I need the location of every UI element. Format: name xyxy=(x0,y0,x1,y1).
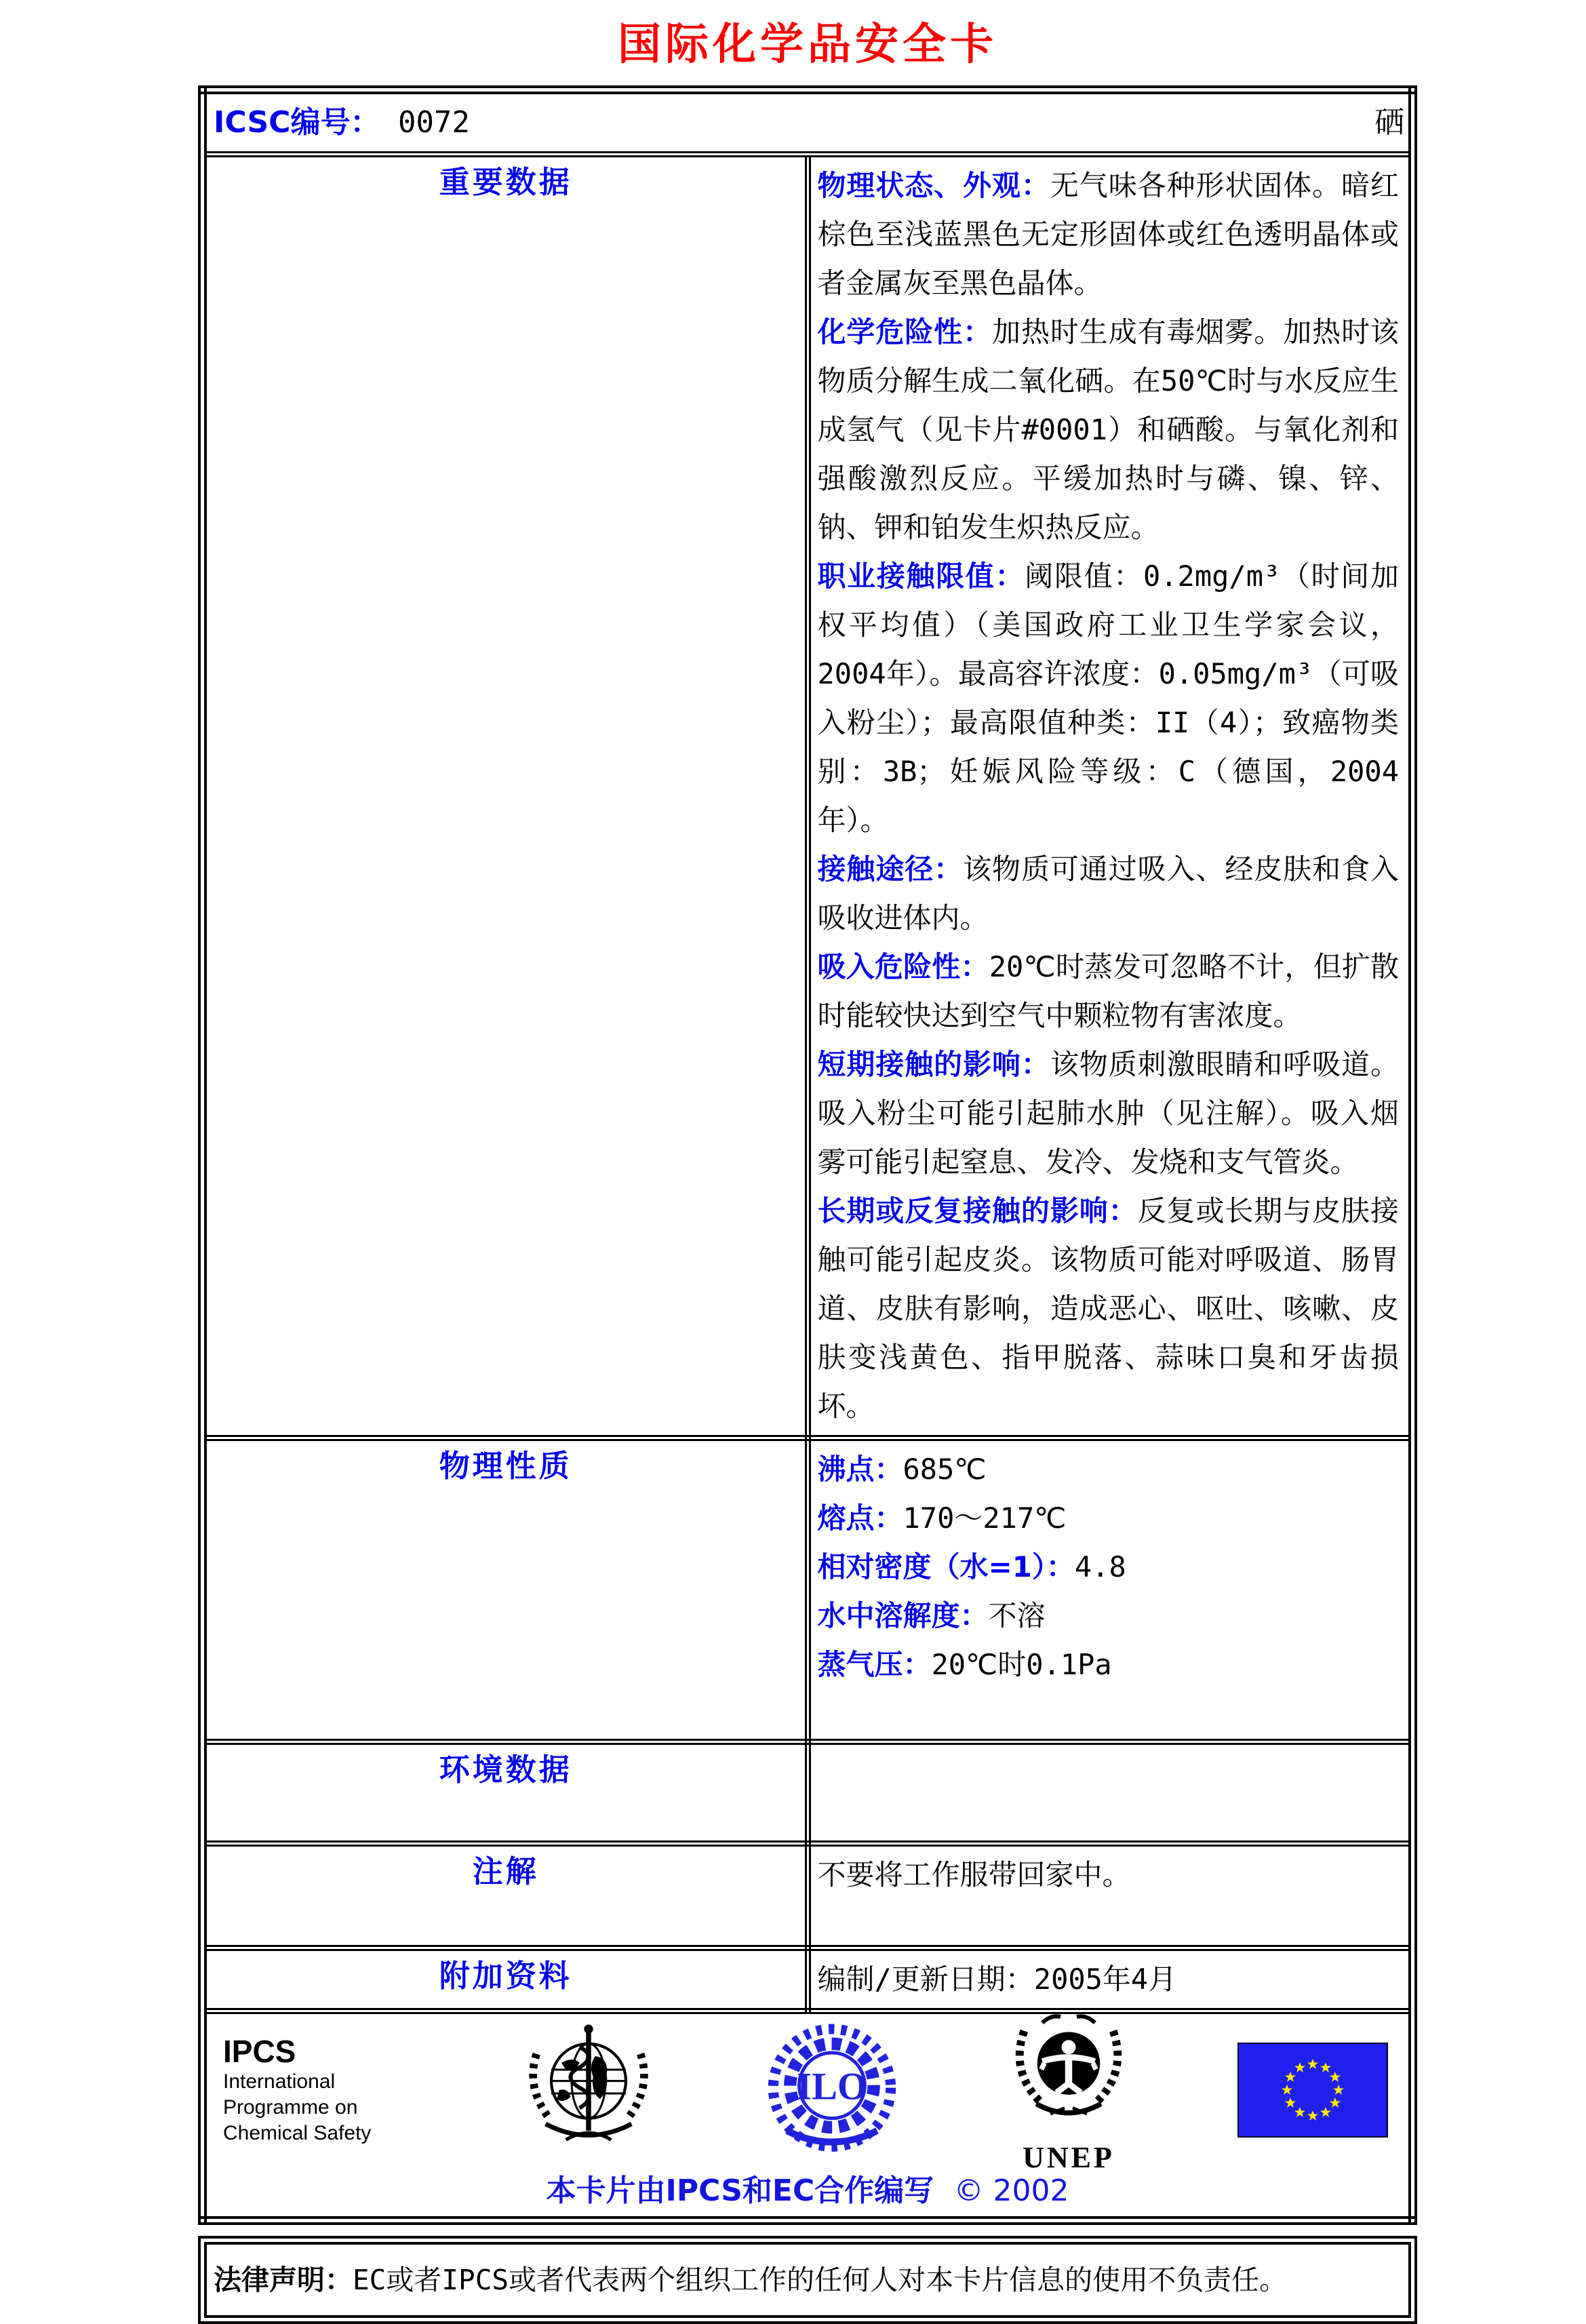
unep-logo-icon xyxy=(1008,2009,1130,2144)
important-item xyxy=(818,552,1400,845)
ipcs-text-block xyxy=(223,2034,413,2146)
important-item xyxy=(818,161,1400,308)
section-content-environment xyxy=(808,1742,1413,1844)
section-content-notes: 不要将工作服带回家中。 xyxy=(808,1844,1413,1948)
section-label-notes: 注解 xyxy=(203,1844,808,1948)
important-item xyxy=(818,943,1400,1040)
item-text: 无气味各种形状固体。暗红棕色至浅蓝黑色无定形固体或红色透明晶体或者金属灰至黑色晶体。 xyxy=(817,169,1399,300)
physical-item xyxy=(818,1543,1400,1592)
who-logo-icon xyxy=(521,2022,656,2158)
item-label: 水中溶解度： xyxy=(817,1599,989,1632)
section-row-notes xyxy=(203,1844,1413,1948)
section-label-environment: 环境数据 xyxy=(203,1742,808,1844)
item-label: 沸点： xyxy=(817,1453,903,1486)
item-label: 化学危险性： xyxy=(817,315,993,349)
item-text: 685℃ xyxy=(903,1453,987,1486)
icsc-number-value: 0072 xyxy=(397,105,470,140)
item-label: 职业接触限值： xyxy=(817,559,1025,593)
section-label-additional: 附加资料 xyxy=(203,1948,808,2011)
caption-copyright: © 2002 xyxy=(953,2173,1069,2208)
important-item xyxy=(818,308,1400,552)
item-text: 20℃时0.1Pa xyxy=(931,1648,1112,1681)
caption-text: 本卡片由IPCS和EC合作编写 xyxy=(546,2173,934,2208)
section-row-physical xyxy=(203,1438,1413,1742)
substance-name: 硒 xyxy=(1374,105,1404,140)
section-label-physical: 物理性质 xyxy=(203,1438,808,1742)
item-text: 20℃时蒸发可忽略不计，但扩散时能较快达到空气中颗粒物有害浓度。 xyxy=(817,950,1399,1032)
physical-item xyxy=(818,1640,1400,1689)
ilo-monogram: ILO xyxy=(797,2066,867,2108)
ipcs-name: IPCS xyxy=(223,2034,296,2069)
legal-notice xyxy=(198,2236,1417,2324)
ipcs-line1: International xyxy=(223,2070,336,2093)
important-item xyxy=(818,845,1400,943)
unep-logo-block xyxy=(1008,2009,1130,2174)
section-content-additional: 编制/更新日期：2005年4月 xyxy=(808,1948,1413,2011)
physical-item xyxy=(818,1445,1400,1494)
ilo-logo-icon xyxy=(764,2022,900,2158)
eu-flag-icon xyxy=(1237,2043,1388,2138)
item-text: 不溶 xyxy=(988,1599,1046,1632)
icsc-number-group xyxy=(214,97,470,149)
legal-text: EC或者IPCS或者代表两个组织工作的任何人对本卡片信息的使用不负责任。 xyxy=(353,2264,1288,2296)
logos-strip xyxy=(220,2021,1395,2174)
icsc-number-label: ICSC编号： xyxy=(214,105,380,140)
item-label: 蒸气压： xyxy=(817,1648,932,1681)
section-content-physical xyxy=(808,1438,1413,1742)
item-text: 加热时生成有毒烟雾。加热时该物质分解生成二氧化硒。在50℃时与水反应生成氢气（见卡片#0001）和硒酸。与氧化剂和强酸激烈反应。平缓加热时与磷、镍、锌、钠、钾和铂发生炽热反应。 xyxy=(817,315,1399,544)
logos-row xyxy=(203,2011,1413,2221)
item-text: 阈限值：0.2mg/m³（时间加权平均值）（美国政府工业卫生学家会议，2004年）。最高容许浓度：0.05mg/m³（可吸入粉尘）；最高限值种类：II（4）；致癌物类别：3B；妊娠风险等级：C（德国，2004年）。 xyxy=(817,559,1399,837)
section-row-important xyxy=(203,155,1413,1438)
item-text: 该物质刺激眼睛和呼吸道。吸入粉尘可能引起肺水肿（见注解）。吸入烟雾可能引起窒息、发冷、发烧和支气管炎。 xyxy=(817,1048,1399,1179)
important-item xyxy=(818,1187,1400,1431)
item-text: 反复或长期与皮肤接触可能引起皮炎。该物质可能对呼吸道、肠胃道、皮肤有影响，造成恶心、呕吐、咳嗽、皮肤变浅黄色、指甲脱落、蒜味口臭和牙齿损坏。 xyxy=(817,1194,1399,1423)
section-content-important xyxy=(808,155,1413,1438)
item-label: 相对密度（水=1）： xyxy=(817,1550,1075,1583)
item-label: 吸入危险性： xyxy=(817,950,989,983)
ipcs-line2: Programme on xyxy=(223,2096,358,2119)
header-bar xyxy=(207,97,1408,149)
physical-item xyxy=(818,1592,1400,1640)
important-item xyxy=(818,1040,1400,1187)
icsc-table xyxy=(198,85,1417,2225)
section-row-additional xyxy=(203,1948,1413,2011)
item-text: 该物质可通过吸入、经皮肤和食入吸收进体内。 xyxy=(817,852,1399,934)
legal-label: 法律声明： xyxy=(214,2264,353,2296)
item-label: 短期接触的影响： xyxy=(817,1048,1050,1081)
section-label-important: 重要数据 xyxy=(203,155,808,1438)
item-text: 170～217℃ xyxy=(903,1501,1067,1535)
item-label: 接触途径： xyxy=(817,852,964,886)
item-label: 长期或反复接触的影响： xyxy=(817,1194,1138,1227)
physical-item xyxy=(818,1494,1400,1543)
header-row xyxy=(203,90,1413,155)
footer-caption xyxy=(220,2166,1395,2209)
item-label: 熔点： xyxy=(817,1501,903,1535)
ipcs-line3: Chemical Safety xyxy=(223,2122,372,2144)
unep-wordmark: UNEP xyxy=(1023,2141,1115,2174)
item-text: 4.8 xyxy=(1074,1550,1126,1583)
page-title: 国际化学品安全卡 xyxy=(618,20,997,70)
item-label: 物理状态、外观： xyxy=(817,169,1050,202)
section-row-environment xyxy=(203,1742,1413,1844)
